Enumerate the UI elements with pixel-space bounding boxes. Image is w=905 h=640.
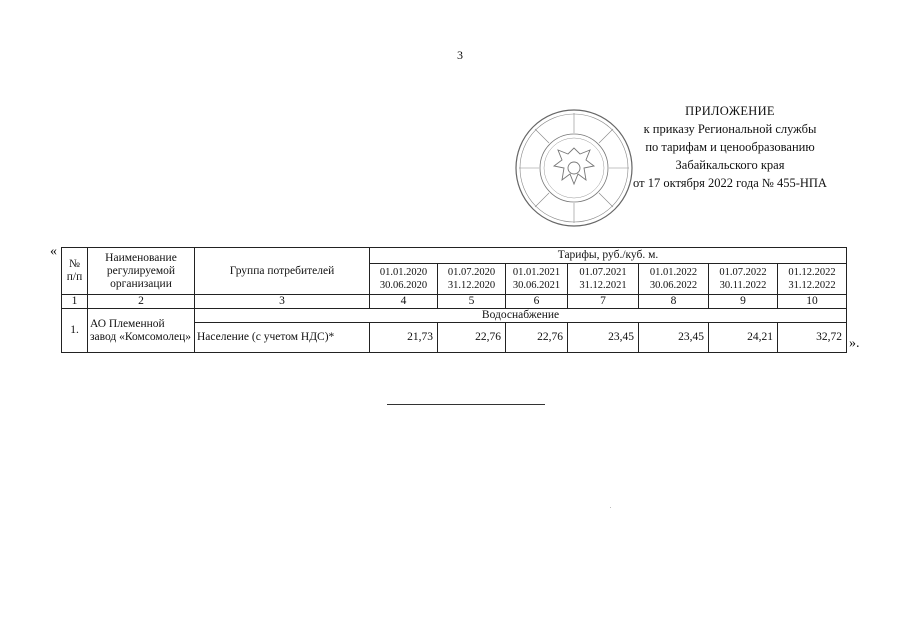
header-consumer-group: Группа потребителей: [195, 248, 370, 295]
tariff-value: 22,76: [506, 323, 568, 353]
tariff-value: 23,45: [568, 323, 639, 353]
tariff-value: 24,21: [709, 323, 778, 353]
period-5: 01.01.2022 30.06.2022: [639, 264, 709, 295]
appendix-title: ПРИЛОЖЕНИЕ: [685, 104, 775, 118]
period-6: 01.07.2022 30.11.2022: [709, 264, 778, 295]
col-number-6: 6: [506, 295, 568, 309]
col-number-3: 3: [195, 295, 370, 309]
header-organization: Наименование регулируемой организации: [88, 248, 195, 295]
col-number-10: 10: [778, 295, 847, 309]
period-2: 01.07.2020 31.12.2020: [438, 264, 506, 295]
header-number: № п/п: [62, 248, 88, 295]
tariff-value: 23,45: [639, 323, 709, 353]
col-number-4: 4: [370, 295, 438, 309]
col-number-1: 1: [62, 295, 88, 309]
page-number: 3: [457, 48, 463, 62]
period-1: 01.01.2020 30.06.2020: [370, 264, 438, 295]
opening-quote: «: [50, 244, 57, 259]
col-number-5: 5: [438, 295, 506, 309]
appendix-header: [575, 102, 885, 192]
service-type: Водоснабжение: [195, 309, 847, 323]
tariffs-table: [61, 247, 847, 353]
appendix-line-3: Забайкальского края: [675, 158, 785, 172]
row-number: 1.: [62, 309, 88, 353]
period-7: 01.12.2022 31.12.2022: [778, 264, 847, 295]
header-tariffs: Тарифы, руб./куб. м.: [370, 248, 847, 264]
col-number-7: 7: [568, 295, 639, 309]
tariff-value: 22,76: [438, 323, 506, 353]
col-number-2: 2: [88, 295, 195, 309]
appendix-line-1: к приказу Региональной службы: [643, 122, 817, 136]
tariff-value: 21,73: [370, 323, 438, 353]
appendix-line-2: по тарифам и ценообразованию: [645, 140, 815, 154]
col-number-9: 9: [709, 295, 778, 309]
tariff-value: 32,72: [778, 323, 847, 353]
scan-speck: [610, 507, 611, 508]
consumer-group: Население (с учетом НДС)*: [195, 323, 370, 353]
period-4: 01.07.2021 31.12.2021: [568, 264, 639, 295]
appendix-line-4: от 17 октября 2022 года № 455-НПА: [633, 176, 827, 190]
col-number-8: 8: [639, 295, 709, 309]
separator-line: [387, 404, 545, 405]
period-3: 01.01.2021 30.06.2021: [506, 264, 568, 295]
closing-quote: ».: [849, 336, 860, 351]
organization-name: АО Племенной завод «Комсомолец»: [88, 309, 195, 353]
